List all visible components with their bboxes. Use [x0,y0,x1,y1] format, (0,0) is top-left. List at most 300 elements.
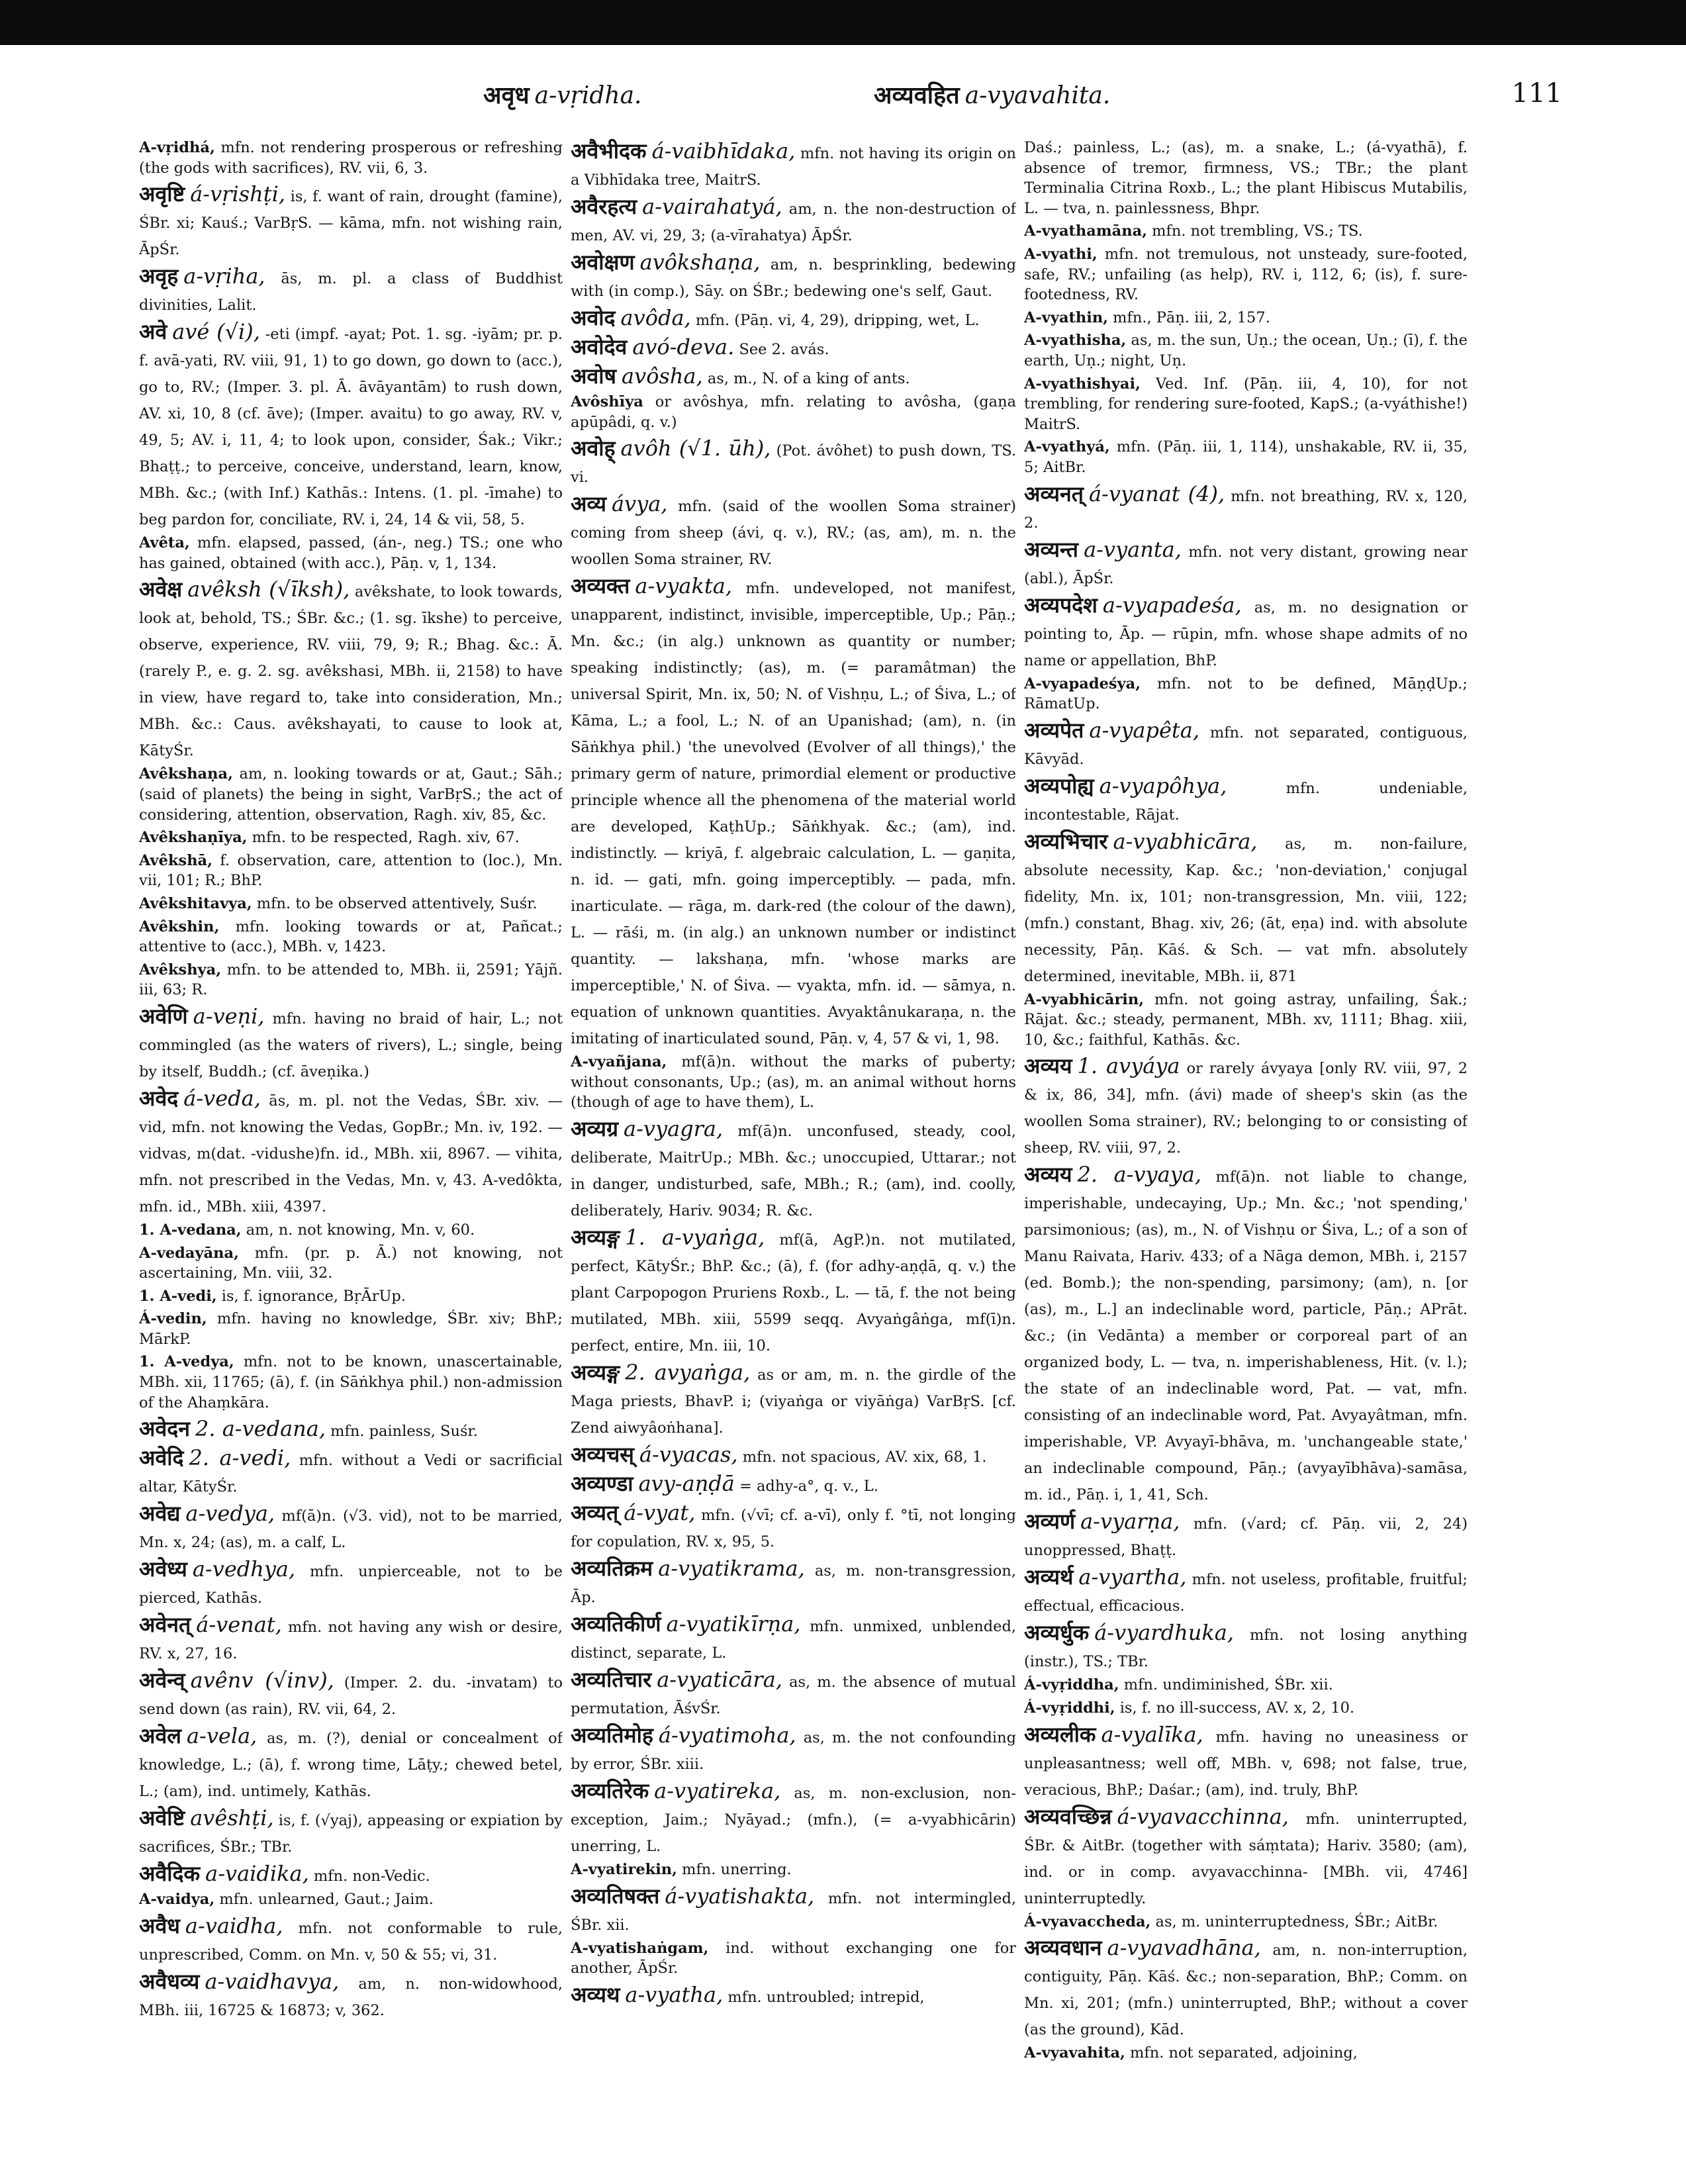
entry-definition: mfn. unmixed, unblended, distinct, separate, L. [571,1617,1016,1662]
dictionary-entry [1024,990,1468,1051]
entry-definition: as, m. non-exclusion, non-exception, Jaim.; Nyāyad.; (mfn.), (= a-vyabhicārin) unerring, L. [571,1784,1016,1855]
entry-definition: mfn. not separated, adjoining, [1125,2044,1358,2062]
entry-headword: Avêkshaṇa, [139,765,233,783]
entry-headword: A-vyathi, [1024,245,1098,263]
left-running-head [483,78,642,111]
entry-devanagari: अव्य [571,491,606,517]
entry-headword: A-vyathamāna, [1024,222,1148,240]
entry-headword: á-vyatimoha, [658,1722,796,1748]
dictionary-entry [1024,674,1468,714]
entry-headword: a-vyanta, [1084,536,1182,562]
entry-devanagari: अव्यपदेश [1024,592,1098,618]
entry-devanagari: अव्यय [1024,1053,1072,1079]
entry-devanagari: अवोह् [571,436,616,461]
entry-devanagari: अव्यतिक्रम [571,1555,653,1581]
entry-headword: Avêta, [139,534,190,552]
entry-definition: mfn. not losing anything (instr.), TS.; TBr. [1024,1627,1468,1671]
entry-definition: is, f. want of rain, drought (famine), ŚBr. xi; Kauś.; VarBṛS. — kāma, mfn. not wishing rain, ĀpŚr. [139,188,563,259]
entry-devanagari: अव्यक्त [571,573,630,599]
dictionary-entry [139,1445,563,1497]
dictionary-entry [139,138,563,178]
entry-definition: or avôshya, mfn. relating to avôsha, (gaṇa apūpâdi, q. v.) [571,393,1016,431]
entry-headword: A-vyathin, [1024,309,1109,326]
entry-headword: A-vṛidhá, [139,139,215,156]
column-1 [139,138,563,2163]
entry-headword: Á-vyṛiddhi, [1024,1699,1115,1717]
entry-devanagari: अव्यपेत [1024,717,1084,743]
entry-definition: is, f. ignorance, BṛĀrUp. [216,1287,406,1305]
entry-devanagari: अवेद [139,1085,179,1111]
dictionary-entry [1024,773,1468,826]
entry-devanagari: अवोद [571,305,616,330]
entry-headword: avôsha, [622,363,703,389]
entry-definition: mfn. not separated, contiguous, Kāvyād. [1024,724,1468,768]
entry-devanagari: अव्यण्डा [571,1470,633,1496]
entry-headword: A-vyapadeśya, [1024,675,1141,692]
dictionary-entry [1024,1161,1468,1505]
dictionary-entry [139,1913,563,1966]
entry-definition: mfn. undeveloped, not manifest, unapparent, indistinct, invisible, imperceptible, Up.; Pāṇ.; Mn. &c.; (in alg.) unknown as quantity or number; speaking indistinctly; (as), m. (= paramâtman) the universal Spirit, Mn. ix, 50; N. of Vishṇu, L.; of Śiva, L.; of Kāma, L.; a fool, L.; N. of an Upanishad; (am), n. (in Sāṅkhya phil.) 'the unevolved (Evolver of all things),' the primary germ of nature, primordial element or productive principle whence all the phenomena of the material world are developed, KaṭhUp.; Sāṅkhyak. &c.; (am), ind. indistinctly. — kriyā, f. algebraic calculation, L. — gaṇita, n. id. — gati, mfn. going imperceptibly. — pada, mfn. inarticulate. — rāga, m. dark-red (the colour of the dawn), L. — rāśi, m. (in alg.) an unknown number or indistinct quantity. — lakshaṇa, mfn. 'whose marks are imperceptible,' N. of Śiva. — vyakta, mfn. id. — sāmya, n. equation of unknown quantities. Avyaktânukaraṇa, n. the imitating of inarticulated sound, Pāṇ. v, 4, 57 & vi, 1, 98. [571,580,1016,1048]
entry-definition: mfn. not intermingled, ŚBr. xii. [571,1889,1016,1934]
entry-definition: mfn. looking towards or at, Pañcat.; attentive to (acc.), MBh. v, 1423. [139,918,563,956]
entry-headword: avêksh (√īksh), [187,577,350,602]
top-scan-border [0,0,1686,45]
entry-headword: avôh (√1. ūh), [620,436,771,461]
dictionary-entry [139,1286,563,1307]
entry-devanagari: अवेल [139,1723,181,1749]
entry-definition: am, n. not knowing, Mn. v, 60. [241,1221,475,1239]
entry-definition: mf(ā)n. (√3. vid), not to be married, Mn. x, 24; (as), m. a calf, L. [139,1507,563,1552]
entry-headword: Avêkshitavya, [139,894,252,912]
entry-headword: a-vyavadhāna, [1107,1935,1261,1961]
entry-definition: mfn. (√vī; cf. a-vī), only f. °tī, not longing for copulation, RV. x, 95, 5. [571,1506,1016,1550]
entry-definition: mfn. unlearned, Gaut.; Jaim. [214,1891,434,1909]
entry-headword: a-vedya, [185,1501,275,1527]
dictionary-entry [571,1555,1016,1608]
dictionary-entry [1024,1934,1468,2040]
entry-definition: mfn., Pāṇ. iii, 2, 157. [1108,309,1270,326]
dictionary-entry [571,334,1016,360]
entry-definition: is, f. (√yaj), appeasing or expiation by sacrifices, ŚBr.; TBr. [139,1812,563,1856]
entry-definition: f. observation, care, attention to (loc.), Mn. vii, 101; R.; BhP. [139,851,563,890]
dictionary-entry [1024,1619,1468,1672]
dictionary-entry [139,917,563,957]
page-header [139,78,1562,124]
dictionary-entry [139,533,563,573]
dictionary-entry [571,363,1016,389]
entry-headword: a-vela, [186,1723,258,1749]
entry-headword: A-vyabhicārin, [1024,990,1145,1008]
entry-headword: avênv (√inv), [190,1668,334,1693]
entry-devanagari: अवैभीदक [571,138,647,164]
dictionary-entry [1024,1803,1468,1909]
entry-devanagari: अव्यथ [571,1981,620,2007]
dictionary-entry [1024,1912,1468,1932]
entry-definition: avêkshate, to look towards, look at, behold, TS.; ŚBr. &c.; (1. sg. īkshe) to perceive, observe, experience, RV. viii, 79, 9; R.; Bhag. &c.: Ā. (rarely P., e. g. 2. sg. avêkshasi, MBh. ii, 2158) to have in view, have regard to, take into consideration, Mn.; MBh. &c.: Caus. avêkshayati, to cause to look at, KātyŚr. [139,583,563,760]
entry-headword: 2. avyaṅga, [625,1359,751,1385]
dictionary-entry [1024,221,1468,242]
dictionary-entry [1024,437,1468,477]
entry-definition: mfn. not tremulous, not unsteady, sure-footed, safe, RV.; unfailing (as help), RV. i, 112, 6; (is), f. sure-footedness, RV. [1024,245,1468,304]
entry-definition: ās, m. pl. not the Vedas, ŚBr. xiv. — vid, mfn. not knowing the Vedas, GopBr.; Mn. iv, 192. — vidvas, m(dat. -vidushe)fn. id., MBh. xii, 8967. — vihita, mfn. not prescribed in the Vedas, Mn. v, 43. A-vedôkta, mfn. id., MBh. xiii, 4397. [139,1092,563,1215]
entry-definition: mfn. without a Vedi or sacrificial altar, KātyŚr. [139,1452,563,1496]
entry-devanagari: अवृष्टि [139,181,185,207]
entry-headword: a-vṛiha, [183,263,265,289]
entry-headword: 1. avyáya [1077,1053,1180,1079]
entry-definition: is, f. no ill-success, AV. x, 2, 10. [1115,1699,1355,1717]
entry-headword: a-vyaticāra, [657,1666,782,1692]
entry-headword: á-vṛishṭi, [190,181,286,207]
entry-devanagari: अवैधव्य [139,1968,200,1994]
entry-definition: mf(ā, AgP.)n. not mutilated, perfect, KātyŚr.; BhP. &c.; (ā), f. (for adhy-aṇḍā, q. v.) the plant Carpopogon Pruriens Roxb., L. — tā, f. the not being mutilated, MBh. xiii, 5599 seqq. Avyaṅgâṅga, mf(ī)n. perfect, entire, Mn. iii, 10. [571,1231,1016,1354]
entry-headword: á-vyat, [624,1499,696,1525]
dictionary-entry [139,1500,563,1553]
entry-definition: mfn. non-Vedic. [308,1868,430,1885]
entry-headword: A-vyathishyai, [1024,375,1141,393]
entry-headword: A-vedayāna, [139,1244,239,1262]
dictionary-entry [571,1981,1016,2008]
dictionary-entry [139,263,563,316]
entry-devanagari: अव्यर्थ [1024,1564,1074,1590]
entry-headword: avó-deva. [632,334,735,359]
entry-headword: a-vaidha, [185,1913,283,1938]
entry-headword: a-vaidhavya, [205,1968,340,1994]
dictionary-entry [139,1723,563,1802]
entry-definition: mfn. (Pāṇ. iii, 1, 114), unshakable, RV. ii, 35, 5; AitBr. [1024,438,1468,476]
entry-definition: am, n. looking towards or at, Gaut.; Sāh.; (said of planets) the being in sight, VarBṛS.; the act of considering, attention, observation, Ragh. xiv, 85, &c. [139,765,563,824]
entry-headword: a-vyatha, [625,1981,724,2007]
entry-headword: Á-vedin, [139,1310,207,1328]
entry-headword: 1. A-vedana, [139,1221,242,1239]
entry-headword: a-vyatikīrṇa, [666,1611,801,1637]
dictionary-entry [571,1722,1016,1775]
entry-definition: as, m. the sun, Uṇ.; the ocean, Uṇ.; (ī), f. the earth, Uṇ.; night, Uṇ. [1024,332,1468,369]
dictionary-entry [139,960,563,1000]
entry-definition: as, m., N. of a king of ants. [702,370,910,387]
dictionary-entry [571,1938,1016,1979]
entry-headword: Á-vyṛiddha, [1024,1676,1119,1694]
entry-definition: mfn. undiminished, ŚBr. xii. [1119,1676,1333,1694]
entry-headword: 1. A-vedi, [139,1287,217,1305]
entry-definition: am, n. the non-destruction of men, AV. vi, 29, 3; (a-vīrahatya) ĀpŚr. [571,201,1016,244]
dictionary-entry [139,1243,563,1284]
entry-definition: mfn. not to be defined, MāṇḍUp.; RāmatUp. [1024,675,1468,713]
entry-definition: mfn. unerring. [677,1860,792,1878]
entry-definition: as, m. uninterruptedness, ŚBr.; AitBr. [1150,1913,1438,1930]
entry-headword: 2. a-vedi, [189,1445,291,1471]
entry-headword: 2. a-vyaya, [1077,1162,1202,1188]
entry-definition: mf(ā)n. without the marks of puberty; without consonants, Up.; (as), m. an animal without horns (though of age to have them), L. [571,1053,1016,1112]
entry-headword: a-veṇi, [193,1003,265,1029]
dictionary-entry [571,573,1016,1049]
entry-definition: mfn. not breathing, RV. x, 120, 2. [1024,487,1468,532]
entry-headword: a-vyarṇa, [1080,1509,1180,1535]
entry-headword: A-vyañjana, [571,1053,667,1071]
entry-devanagari: अवैरहत्य [571,194,637,219]
dictionary-entry [571,1611,1016,1664]
left-head-word: a-vṛidha. [534,82,642,109]
dictionary-entry [139,1220,563,1241]
dictionary-entry [139,1085,563,1217]
dictionary-entry [1024,330,1468,371]
dictionary-entry [1024,244,1468,305]
dictionary-entry [571,249,1016,302]
entry-headword: a-vyatikrama, [658,1555,805,1581]
dictionary-entry [1024,1053,1468,1159]
entry-headword: á-vaibhīdaka, [651,138,796,164]
entry-definition: Ved. Inf. (Pāṇ. iii, 4, 10), for not trembling, for rendering sure-footed, KapS.; (a-vyáthishe!) MaitrS. [1024,375,1468,433]
entry-definition: mfn. unpierceable, not to be pierced, Kathās. [139,1563,563,1607]
entry-devanagari: अव्यग्र [571,1116,619,1141]
entry-definition: am, n. besprinkling, bedewing with (in comp.), Sāy. on ŚBr.; bedewing one's self, Gaut. [571,256,1016,300]
entry-definition: mfn. not useless, profitable, fruitful; effectual, efficacious. [1024,1571,1468,1615]
entry-devanagari: अवैदिक [139,1861,201,1887]
dictionary-entry [571,1666,1016,1719]
entry-headword: Avêkshā, [139,851,212,869]
right-running-head [874,78,1110,111]
dictionary-entry [571,193,1016,246]
entry-headword: Avêkshaṇīya, [139,829,248,847]
entry-devanagari: अव्यचस् [571,1441,634,1467]
entry-devanagari: अव्यतिमोह [571,1722,653,1748]
entry-definition: mfn. not very distant, growing near (abl.), ĀpŚr. [1024,543,1468,587]
entry-headword: avôkshaṇa, [639,250,761,275]
entry-headword: a-vyagra, [624,1116,724,1141]
dictionary-entry [571,305,1016,331]
entry-definition: mfn. elapsed, passed, (án-, neg.) TS.; one who has gained, obtained (with acc.), Pāṇ. v, 1, 134. [139,534,563,572]
entry-definition: mfn. not spacious, AV. xix, 68, 1. [737,1448,987,1466]
entry-devanagari: अव्यतिषक्त [571,1883,660,1909]
dictionary-entry [139,1352,563,1413]
entry-definition: = adhy-a°, q. v., L. [734,1477,878,1495]
left-head-devanagari: अवृध [483,81,530,109]
entry-definition: mfn. undeniable, incontestable, Rājat. [1024,779,1468,824]
entry-definition: mfn. having no braid of hair, L.; not commingled (as the waters of rivers), L.; single, being by itself, Buddh.; (cf. āveṇika.) [139,1010,563,1080]
entry-headword: avé (√i), [172,319,260,345]
entry-headword: avy-aṇḍā [638,1470,735,1496]
entry-definition: mfn. untroubled; intrepid, [723,1988,925,2006]
dictionary-entry [139,1889,563,1910]
entry-definition: Daś.; painless, L.; (as), m. a snake, L.; (á-vyathā), f. absence of tremor, firmness, VS.; TBr.; the plant Terminalia Citrina Roxb., L.; the plant Hibiscus Mutabilis, L. — tva, n. painlessness, Bhpr. [1024,139,1468,217]
entry-headword: A-vyavahita, [1024,2044,1125,2062]
entry-devanagari: अव्यलीक [1024,1721,1096,1747]
entry-definition: as, m. non-transgression, Āp. [571,1562,1016,1606]
dictionary-entry [1024,481,1468,534]
entry-devanagari: अव्यर्ण [1024,1509,1076,1535]
entry-headword: a-vyabhicāra, [1113,828,1258,854]
entry-definition: as, m. the not confounding by error, ŚBr. xiii. [571,1729,1016,1773]
entry-definition: mfn. not having any wish or desire, RV. x, 27, 16. [139,1619,563,1663]
entry-definition: ind. without exchanging one for another, ĀpŚr. [571,1939,1016,1977]
entry-devanagari: अवेन्व् [139,1668,185,1693]
dictionary-entry [571,1116,1016,1221]
dictionary-entry [139,318,563,530]
entry-definition: mfn. painless, Suśr. [326,1423,478,1441]
dictionary-entry [571,1860,1016,1880]
entry-headword: avêshṭi, [190,1805,274,1831]
entry-devanagari: अवैध [139,1913,180,1938]
entry-definition: mfn. (said of the woollen Soma strainer) coming from sheep (ávi, q. v.), RV.; (as, am), m. n. the woollen Soma strainer, RV. [571,498,1016,569]
entry-definition: mfn. having no uneasiness or unpleasantness; well off, MBh. v, 698; not false, true, veracious, BhP.; Daśar.; (am), ind. truly, BhP. [1024,1728,1468,1799]
entry-headword: 1. A-vedya, [139,1353,234,1371]
entry-devanagari: अव्यभिचार [1024,828,1108,854]
entry-devanagari: अवेदन [139,1416,190,1442]
dictionary-entry [1024,1675,1468,1695]
entry-definition: ās, m. pl. a class of Buddhist divinities, Lalit. [139,270,563,314]
entry-definition: mfn. to be respected, Ragh. xiv, 67. [247,829,520,847]
entry-headword: a-vedhya, [192,1556,296,1582]
entry-devanagari: अव्यवच्छिन्न [1024,1803,1112,1829]
dictionary-entry [571,1052,1016,1113]
entry-headword: Á-vyavaccheda, [1024,1913,1151,1930]
entry-devanagari: अवेनत् [139,1612,191,1638]
dictionary-entry [139,1805,563,1858]
entry-headword: a-vyapêta, [1089,717,1200,743]
dictionary-entry [1024,1698,1468,1719]
dictionary-entry [571,1883,1016,1936]
entry-devanagari: अवोष [571,363,617,389]
dictionary-entry [139,1556,563,1609]
dictionary-entry [139,576,563,761]
entry-headword: á-vyatishakta, [665,1883,815,1909]
page-number: 111 [1511,78,1562,109]
entry-headword: a-vyapadeśa, [1102,592,1242,618]
entry-definition: mfn. not rendering prosperous or refreshing (the gods with sacrifices), RV. vii, 6, 3. [139,139,563,177]
entry-headword: á-veda, [183,1085,261,1111]
dictionary-entry [1024,1721,1468,1801]
entry-headword: Avêkshya, [139,961,222,978]
entry-definition: as, m. no designation or pointing to, Āp. — rūpin, mfn. whose shape admits of no name or appellation, BhP. [1024,598,1468,669]
entry-devanagari: अव्यङ्ग [571,1359,620,1385]
entry-definition: as, m. (?), denial or concealment of knowledge, L.; (ā), f. wrong time, Lāṭy.; chewed betel, L.; (am), ind. untimely, Kathās. [139,1730,563,1801]
entry-headword: á-venat, [196,1612,282,1638]
entry-definition: (Pot. ávôhet) to push down, TS. vi. [571,442,1016,487]
entry-devanagari: अव्यत् [571,1499,619,1525]
dictionary-entry [1024,1508,1468,1561]
entry-headword: a-vyapôhya, [1099,773,1227,798]
entry-devanagari: अव्यतिकीर्ण [571,1611,661,1637]
entry-headword: á-vyanat (4), [1088,481,1225,506]
entry-headword: á-vyardhuka, [1094,1620,1234,1646]
entry-definition: mf(ā)n. not liable to change, imperishable, undecaying, Up.; Mn. &c.; 'not spending,' parsimonious; (as), m., N. of Vishṇu or Śiva, L.; of a son of Manu Raivata, Hariv. 433; of a Nāga demon, MBh. i, 2157 (ed. Bomb.); the non-spending, parsimony; (am), n. [or (as), m., L.] an indeclinable word, particle, Pāṇ.; APrāt. &c.; (in Vedānta) a member or corporeal part of an organized body, L. — tva, n. imperishableness, Hit. (v. l.); the state of an indeclinable word, Pat. — vat, mfn. consisting of an indeclinable word, Pat. Avyayâtman, mfn. imperishable, VP. Avyayī-bhāva, m. 'unchangeable state,' an indeclinable compound, Pāṇ.; (avyayībhāva)-samāsa, m. id., Pāṇ. i, 1, 41, Sch. [1024,1168,1468,1504]
entry-headword: a-vaidika, [205,1861,309,1887]
entry-devanagari: अव्यतिचार [571,1666,652,1692]
entry-devanagari: अव्यय [1024,1162,1072,1188]
entry-definition: mf(ā)n. unconfused, steady, cool, deliberate, MaitrUp.; MBh. &c.; unoccupied, Uttarar.; not in danger, undisturbed, safe, MBh.; R.; (am), ind. coolly, deliberately, Hariv. 9034; R. &c. [571,1122,1016,1219]
dictionary-entry [139,894,563,914]
entry-headword: a-vyalīka, [1101,1721,1203,1747]
entry-devanagari: अव्यर्धुक [1024,1620,1090,1646]
dictionary-entry [139,1667,563,1720]
dictionary-entry [1024,138,1468,218]
entry-definition: am, n. non-interruption, contiguity, Pāṇ. Kāś. &c.; non-separation, BhP.; Comm. on Mn. xi, 201; (mfn.) uninterrupted, BhP.; without a cover (as the ground), Kād. [1024,1942,1468,2039]
entry-definition: mfn. (pr. p. Ā.) not knowing, not ascertaining, Mn. viii, 32. [139,1244,563,1282]
entry-headword: a-vyartha, [1078,1564,1187,1590]
dictionary-entry [139,1003,563,1082]
dictionary-entry [571,138,1016,191]
entry-headword: a-vairahatyá, [642,194,782,219]
entry-devanagari: अव्यङ्ग [571,1224,620,1250]
entry-definition: mfn. to be attended to, MBh. ii, 2591; Yājñ. iii, 63; R. [139,961,563,999]
entry-devanagari: अव्यवधान [1024,1935,1102,1961]
entry-devanagari: अवे [139,319,167,345]
entry-definition: as, m. non-failure, absolute necessity, Kap. &c.; 'non-deviation,' conjugal fidelity, Mn. ix, 101; non-transgression, Mn. viii, 122; (mfn.) constant, Bhag. xiv, 26; (āt, eṇa) ind. with absolute necessity, Pāṇ. Kāś. & Sch. — vat mfn. absolutely determined, inevitable, MBh. ii, 871 [1024,835,1468,985]
dictionary-entry [139,1415,563,1442]
dictionary-entry [139,764,563,825]
right-head-devanagari: अव्यवहित [874,81,960,109]
entry-headword: A-vaidya, [139,1891,215,1909]
dictionary-entry [139,851,563,891]
entry-devanagari: अवेध्य [139,1556,187,1582]
dictionary-entry [571,392,1016,432]
entry-headword: avôda, [620,305,691,330]
entry-definition: as, m. the absence of mutual permutation, ĀśvŚr. [571,1673,1016,1717]
dictionary-entry [571,491,1016,570]
entry-devanagari: अवेदि [139,1445,184,1471]
entry-definition: mfn. (Pāṇ. vi, 4, 29), dripping, wet, L. [690,312,980,329]
dictionary-entry [571,1441,1016,1468]
entry-headword: Avêkshin, [139,918,220,935]
dictionary-entry [571,1224,1016,1356]
dictionary-entry [1024,374,1468,435]
entry-devanagari: अवोदेव [571,334,628,359]
dictionary-entry [139,1860,563,1887]
entry-headword: A-vyatishaṅgam, [571,1939,709,1957]
dictionary-entry [139,828,563,848]
entry-definition: as or am, m. n. the girdle of the Maga priests, BhavP. i; (viyaṅga or viyāṅga) VarBṛS. [cf. Zend aiwyâoṅhana]. [571,1366,1016,1437]
entry-definition: or rarely ávyaya [only RV. viii, 97, 2 & ix, 86, 34], mfn. (ávi) made of sheep's skin (as the woollen Soma strainer), RV.; belonging to or consisting of sheep, RV. viii, 97, 2. [1024,1060,1468,1157]
entry-headword: ávya, [611,491,668,517]
entry-definition: mfn. not conformable to rule, unprescribed, Comm. on Mn. v, 50 & 55; vi, 31. [139,1919,563,1964]
dictionary-entry [1024,828,1468,987]
dictionary-entry [571,1359,1016,1439]
entry-devanagari: अव्यनत् [1024,481,1084,506]
dictionary-entry [1024,308,1468,328]
entry-definition: mfn. not trembling, VS.; TS. [1147,222,1363,240]
entry-definition: See 2. avás. [734,341,829,358]
entry-definition: mfn. not going astray, unfailing, Śak.; Rājat. &c.; steady, permanent, MBh. xv, 1111; Bhag. xiii, 10, &c.; faithful, Kathās. &c. [1024,990,1468,1049]
dictionary-entry [1024,717,1468,770]
dictionary-entry [571,435,1016,488]
dictionary-entry [1024,2043,1468,2064]
entry-devanagari: अवोक्षण [571,250,635,275]
right-head-word: a-vyavahita. [964,82,1111,109]
dictionary-entry [139,181,563,260]
dictionary-entry [571,1499,1016,1552]
entry-definition: mfn. (√ard; cf. Pāṇ. vii, 2, 24) unoppressed, Bhaṭṭ. [1024,1515,1468,1560]
column-3 [1024,138,1468,2163]
dictionary-entry [1024,592,1468,671]
entry-definition: mfn. to be observed attentively, Suśr. [252,894,538,912]
entry-definition: (Imper. 2. du. -invatam) to send down (as rain), RV. vii, 64, 2. [139,1674,563,1719]
entry-headword: á-vyacas, [639,1441,738,1467]
entry-definition: mfn. not to be known, unascertainable, MBh. xii, 11765; (ā), f. (in Sāṅkhya phil.) non-admission of the Ahaṃkāra. [139,1353,563,1411]
dictionary-entry [1024,1564,1468,1617]
entry-headword: a-vyatireka, [654,1778,781,1803]
entry-devanagari: अव्यन्त [1024,536,1079,562]
entry-devanagari: अवृह [139,263,179,289]
dictionary-entry [571,1470,1016,1497]
dictionary-entry [139,1968,563,2021]
dictionary-entry [571,1778,1016,1857]
dictionary-entry [139,1611,563,1664]
entry-headword: A-vyathyá, [1024,438,1110,456]
entry-headword: 2. a-vedana, [195,1416,326,1442]
entry-definition: mfn. having no knowledge, ŚBr. xiv; BhP.; MārkP. [139,1310,563,1348]
entry-headword: A-vyatirekin, [571,1860,677,1878]
entry-headword: á-vyavacchinna, [1117,1803,1289,1829]
dictionary-entry [1024,536,1468,589]
